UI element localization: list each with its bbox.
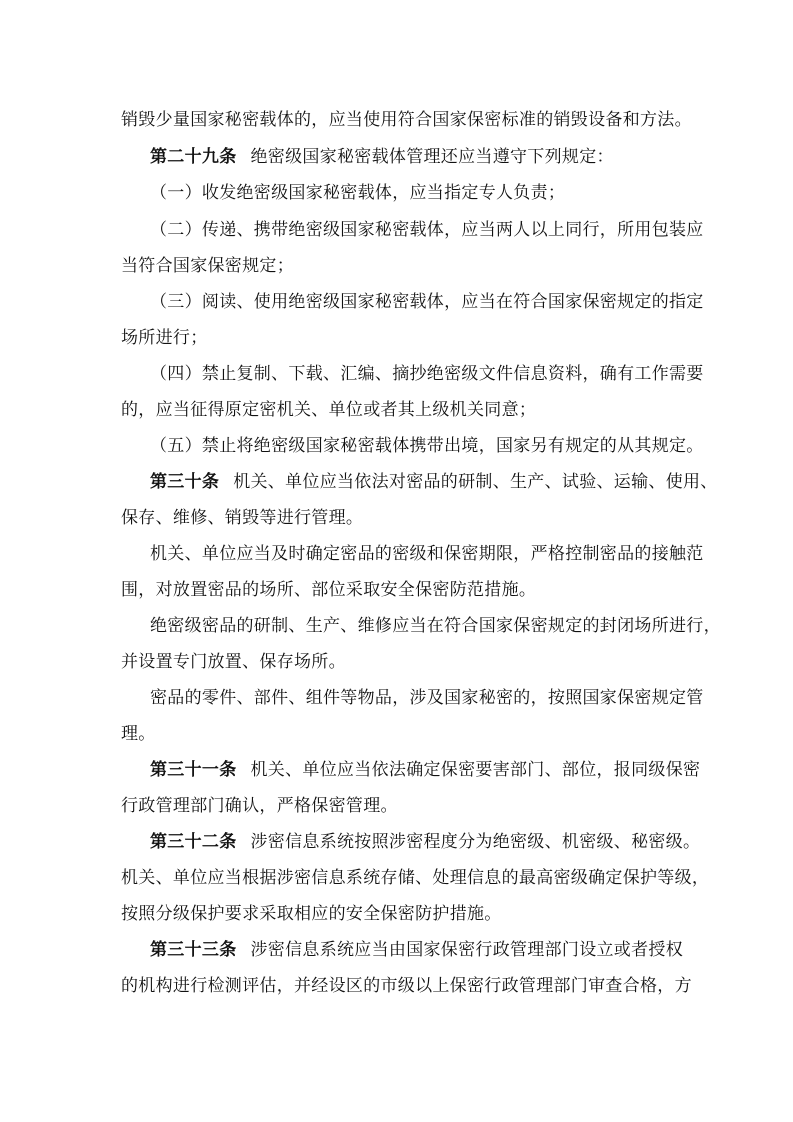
text-line: （四）禁止复制、下载、汇编、摘抄绝密级文件信息资料，确有工作需要	[150, 364, 704, 384]
article-heading: 第三十一条	[150, 760, 237, 780]
text-line: 围，对放置密品的场所、部位采取安全保密防范措施。	[121, 580, 537, 600]
article-heading: 第三十三条	[150, 940, 237, 960]
text-line: 销毁少量国家秘密载体的，应当使用符合国家保密标准的销毁设备和方法。	[121, 110, 692, 130]
article-33-paragraph	[150, 938, 683, 962]
article-text: 机关、单位应当依法对密品的研制、生产、试验、运输、使用、	[233, 472, 718, 492]
text-line: 的，应当征得原定密机关、单位或者其上级机关同意；	[121, 400, 537, 420]
text-line: （一）收发绝密级国家秘密载体，应当指定专人负责；	[150, 183, 566, 203]
text-line: 并设置专门放置、保存场所。	[121, 652, 346, 672]
text-line: 保存、维修、销毁等进行管理。	[121, 508, 364, 528]
text-line: 场所进行；	[121, 328, 208, 348]
article-text: 机关、单位应当依法确定保密要害部门、部位，报同级保密	[250, 760, 701, 780]
article-32-paragraph	[150, 830, 701, 854]
article-heading: 第二十九条	[150, 147, 237, 167]
text-line: 机关、单位应当根据涉密信息系统存储、处理信息的最高密级确定保护等级，	[121, 868, 710, 888]
text-line: 理。	[121, 724, 156, 744]
text-line: 按照分级保护要求采取相应的安全保密防护措施。	[121, 904, 502, 924]
article-heading: 第三十二条	[150, 832, 237, 852]
article-31-paragraph	[150, 758, 701, 782]
text-line: （五）禁止将绝密级国家秘密载体携带出境，国家另有规定的从其规定。	[150, 436, 704, 456]
text-line: （三）阅读、使用绝密级国家秘密载体，应当在符合国家保密规定的指定	[150, 292, 704, 312]
text-line: 行政管理部门确认，严格保密管理。	[121, 796, 398, 816]
article-text: 涉密信息系统应当由国家保密行政管理部门设立或者授权	[250, 940, 683, 960]
text-line: 当符合国家保密规定；	[121, 256, 294, 276]
text-line: 绝密级密品的研制、生产、维修应当在符合国家保密规定的封闭场所进行，	[150, 616, 721, 636]
article-29-paragraph	[150, 145, 680, 169]
text-line: （二）传递、携带绝密级国家秘密载体，应当两人以上同行，所用包装应	[150, 220, 704, 240]
article-heading: 第三十条	[150, 472, 220, 492]
text-line: 机关、单位应当及时确定密品的密级和保密期限，严格控制密品的接触范	[150, 544, 704, 564]
text-line: 的机构进行检测评估，并经设区的市级以上保密行政管理部门审查合格，方	[121, 976, 692, 996]
article-text: 涉密信息系统按照涉密程度分为绝密级、机密级、秘密级。	[250, 832, 701, 852]
article-text: 绝密级国家秘密载体管理还应当遵守下列规定：	[250, 147, 614, 167]
text-line: 密品的零件、部件、组件等物品，涉及国家秘密的，按照国家保密规定管	[150, 688, 704, 708]
article-30-paragraph	[150, 470, 718, 494]
